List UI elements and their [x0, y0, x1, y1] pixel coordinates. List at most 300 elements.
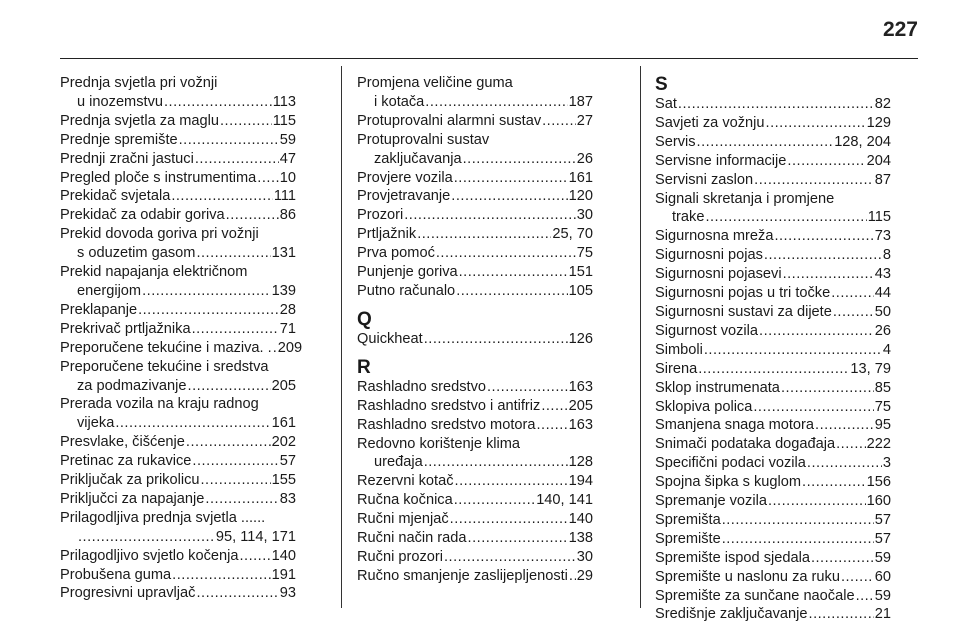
index-column-1: [60, 74, 303, 603]
index-entry: [357, 472, 593, 491]
index-page-ref[interactable]: 115: [867, 209, 891, 226]
index-entry: [655, 549, 891, 568]
index-entry-term: Priključci za napajanje: [60, 490, 205, 507]
index-page-ref[interactable]: 71: [279, 320, 296, 337]
dot-leader: [188, 377, 271, 396]
index-page-ref[interactable]: 156: [866, 474, 891, 491]
dot-leader: [454, 169, 568, 188]
dot-leader: [226, 206, 279, 225]
index-entry: [655, 322, 891, 341]
index-entry-line: [357, 529, 593, 548]
dot-leader: [201, 471, 271, 490]
dot-leader: [454, 491, 535, 510]
index-entry-line: [357, 397, 593, 416]
index-page-ref[interactable]: 205: [568, 397, 593, 414]
index-page-ref[interactable]: 30: [576, 207, 593, 224]
header-rule: [60, 58, 918, 59]
dot-leader: [444, 548, 576, 567]
index-entry-term: Prva pomoć: [357, 245, 435, 262]
dot-leader: [569, 567, 576, 586]
index-page-ref[interactable]: 26: [874, 322, 891, 339]
dot-leader: [764, 246, 882, 265]
index-entry-line: [60, 112, 296, 131]
index-entry-line: [357, 263, 593, 282]
index-page-ref[interactable]: 87: [874, 171, 891, 188]
index-entry-term: Rashladno sredstvo i antifriz: [357, 397, 541, 414]
index-page-ref[interactable]: 204: [866, 152, 891, 169]
index-page-ref[interactable]: 50: [874, 303, 891, 320]
index-entry: [60, 74, 296, 112]
index-entry-line: [655, 95, 891, 114]
index-entry: [655, 360, 891, 379]
index-entry: [357, 510, 593, 529]
index-page-ref[interactable]: 13, 79: [850, 360, 891, 377]
index-entry-term: Servis: [655, 133, 696, 150]
index-entry-line: [60, 339, 303, 358]
dot-leader: [205, 490, 278, 509]
index-entry-term: Prekidač za odabir goriva: [60, 207, 225, 224]
dot-leader: [196, 244, 270, 263]
index-page-ref[interactable]: 47: [279, 150, 296, 167]
index-page-ref[interactable]: 140: [271, 547, 296, 564]
dot-leader: [257, 169, 278, 188]
index-entry-term: Središnje zaključavanje: [655, 606, 808, 623]
dot-leader: [463, 150, 576, 169]
index-entry-line: [655, 398, 891, 417]
index-page-ref[interactable]: 59: [279, 131, 296, 148]
index-entry-line: [655, 587, 891, 606]
index-entry: [357, 435, 593, 473]
index-entry-term: Spremište: [655, 530, 721, 547]
index-page-ref[interactable]: 30: [576, 548, 593, 565]
index-entry: [60, 358, 296, 396]
index-entry-line: [655, 208, 891, 227]
dot-leader: [541, 397, 567, 416]
index-entry-line: [60, 414, 296, 433]
index-entry-term: Ručni prozori: [357, 548, 443, 565]
index-entry: [60, 471, 296, 490]
dot-leader: [836, 435, 866, 454]
index-entry-term: Sigurnost vozila: [655, 322, 759, 339]
index-page-ref[interactable]: 140: [568, 511, 593, 528]
index-page-ref[interactable]: 128: [568, 454, 593, 471]
index-entry: [655, 568, 891, 587]
index-entry-term: Quickheat: [357, 330, 423, 347]
index-page-ref[interactable]: 151: [568, 264, 593, 281]
index-page-ref[interactable]: 209: [277, 339, 303, 356]
index-entry: [357, 225, 593, 244]
index-entry-heading: Preporučene tekućine i sredstva: [60, 358, 269, 375]
index-entry-line: [60, 547, 296, 566]
index-entry-term: Probušena guma: [60, 566, 172, 583]
index-entry-line: [60, 433, 296, 452]
dot-leader: [754, 171, 874, 190]
index-entry-heading: Signali skretanja i promjene: [655, 190, 835, 207]
index-page-ref[interactable]: 128, 204: [834, 133, 891, 150]
index-entry-line: [357, 225, 593, 244]
index-entry-line: [655, 549, 891, 568]
dot-leader: [831, 284, 874, 303]
index-entry-term: Progresivni upravljač: [60, 585, 196, 602]
index-entry-term: Savjeti za vožnju: [655, 114, 765, 131]
index-entry-term: Prednja svjetla za maglu: [60, 112, 219, 129]
index-page-ref[interactable]: 57: [874, 511, 891, 528]
dot-leader: [450, 510, 568, 529]
index-entry-line: [655, 227, 891, 246]
index-entry-term: za podmazivanje: [77, 377, 187, 394]
dot-leader: [455, 472, 568, 491]
index-entry: [655, 227, 891, 246]
index-page-ref[interactable]: 25, 70: [552, 226, 593, 243]
dot-leader: [172, 566, 270, 585]
index-page-ref[interactable]: 138: [568, 530, 593, 547]
index-entry-line: [655, 473, 891, 492]
index-page-ref[interactable]: 95, 114, 171: [215, 528, 296, 545]
dot-leader: [417, 225, 551, 244]
index-page-ref[interactable]: 59: [874, 549, 891, 566]
dot-leader: [487, 378, 568, 397]
index-entry-term: Pregled ploče s instrumentima: [60, 169, 257, 186]
index-entry-heading: Promjena veličine guma: [357, 75, 513, 91]
index-entry-term: u inozemstvu: [77, 93, 163, 110]
index-entry-term: Prtljažnik: [357, 226, 417, 243]
index-page-ref[interactable]: 4: [882, 341, 891, 358]
index-entry-term: Spremišta: [655, 511, 721, 528]
index-entry: [655, 473, 891, 492]
index-entry-line: [357, 491, 593, 510]
index-page-ref[interactable]: 113: [272, 93, 296, 110]
index-entry-term: Prekrivač prtljažnika: [60, 320, 191, 337]
index-entry-term: Sklop instrumenata: [655, 379, 780, 396]
index-entry-line: [60, 93, 296, 112]
dot-leader: [704, 341, 882, 360]
dot-leader: [542, 112, 576, 131]
dot-leader: [451, 187, 567, 206]
index-entry-term: Prozori: [357, 207, 404, 224]
index-entry: [60, 547, 296, 566]
index-page-ref[interactable]: 163: [568, 378, 593, 395]
index-entry-line: [357, 548, 593, 567]
index-page-ref[interactable]: 194: [568, 473, 593, 490]
index-entry: [60, 169, 296, 188]
index-entry-heading: Protuprovalni sustav: [357, 131, 490, 148]
dot-leader: [841, 568, 874, 587]
index-entry-line: [357, 187, 593, 206]
index-entry-line: [60, 150, 296, 169]
dot-leader: [424, 330, 568, 349]
page-number: 227: [882, 18, 918, 41]
column-divider: [640, 66, 641, 608]
index-entry-term: Putno računalo: [357, 282, 456, 299]
index-entry-line: [357, 244, 593, 263]
index-entry-term: s oduzetim gasom: [77, 245, 196, 262]
index-entry-heading: Redovno korištenje klima: [357, 435, 521, 452]
dot-leader: [768, 492, 866, 511]
index-entry: [60, 509, 296, 547]
index-entry: [655, 416, 891, 435]
index-page-ref[interactable]: 111: [273, 188, 296, 205]
index-entry: [60, 490, 296, 509]
index-entry-line: [655, 416, 891, 435]
index-entry-term: Ručna kočnica: [357, 492, 453, 509]
dot-leader: [783, 265, 874, 284]
index-entry-term: Spremište u naslonu za ruku: [655, 568, 840, 585]
index-entry-line: [655, 454, 891, 473]
index-page-ref[interactable]: 60: [874, 568, 891, 585]
index-page-ref[interactable]: 93: [279, 585, 296, 602]
index-entry-heading: Prerada vozila na kraju radnog: [60, 396, 259, 413]
index-entry-line: [655, 360, 891, 379]
index-entry: [357, 187, 593, 206]
index-entry-term: Ručni mjenjač: [357, 511, 449, 528]
index-letter-heading: S: [655, 74, 668, 95]
index-page-ref[interactable]: 75: [576, 245, 593, 262]
index-entry-line: [655, 114, 891, 133]
index-letter-heading: Q: [357, 308, 372, 330]
index-entry: [357, 282, 593, 301]
index-page-ref[interactable]: 205: [271, 377, 296, 394]
index-entry: [357, 112, 593, 131]
index-page-ref[interactable]: 26: [576, 150, 593, 167]
index-entry-term: Ručni način rada: [357, 530, 467, 547]
index-entry-line: [655, 152, 891, 171]
index-page-ref[interactable]: 161: [271, 415, 296, 432]
index-page-ref[interactable]: 163: [568, 416, 593, 433]
index-entry-term: Preklapanje: [60, 301, 138, 318]
dot-leader: [697, 133, 834, 152]
index-page-ref[interactable]: 83: [279, 490, 296, 507]
index-page-ref[interactable]: 115: [272, 112, 296, 129]
index-page-ref[interactable]: 140, 141: [536, 492, 593, 509]
index-entry-line: [60, 471, 296, 490]
index-page-ref[interactable]: 187: [568, 93, 593, 110]
index-page-ref[interactable]: 222: [866, 436, 891, 453]
index-entry-term: Punjenje goriva: [357, 264, 458, 281]
index-entry: [655, 246, 891, 265]
index-entry-term: Sirena: [655, 360, 698, 377]
index-entry: [655, 435, 891, 454]
dot-leader: [179, 131, 279, 150]
index-entry: [60, 206, 296, 225]
dot-leader: [138, 301, 279, 320]
index-entry-term: uređaja: [374, 454, 423, 471]
index-entry-line: [655, 265, 891, 284]
index-entry-term: Prednje spremište: [60, 131, 178, 148]
index-page-ref[interactable]: 131: [271, 245, 296, 262]
index-entry-line: [60, 320, 296, 339]
dot-leader: [192, 452, 278, 471]
index-page-ref[interactable]: 57: [874, 530, 891, 547]
index-entry-term: Preporučene tekućine i maziva. .: [60, 339, 272, 356]
index-entry: [655, 379, 891, 398]
index-entry-term: Servisne informacije: [655, 152, 787, 169]
index-page-ref[interactable]: 129: [866, 114, 891, 131]
index-entry-term: Protuprovalni alarmni sustav: [357, 112, 542, 129]
dot-leader: [186, 433, 271, 452]
index-entry-line: [60, 301, 296, 320]
index-page-ref[interactable]: 29: [576, 567, 593, 584]
index-entry: [357, 263, 593, 282]
index-entry: [357, 529, 593, 548]
dot-leader: [273, 339, 277, 358]
index-page-ref[interactable]: 161: [568, 169, 593, 186]
dot-leader: [436, 244, 576, 263]
index-entry-line: [357, 416, 593, 435]
index-entry-line: [60, 490, 296, 509]
index-letter-heading: R: [357, 356, 371, 378]
dot-leader: [807, 454, 882, 473]
dot-leader: [78, 528, 215, 547]
index-page-ref[interactable]: 82: [874, 96, 891, 112]
dot-leader: [815, 416, 874, 435]
index-entry: [357, 416, 593, 435]
index-entry-term: Spremište ispod sjedala: [655, 549, 810, 566]
index-entry: [60, 452, 296, 471]
index-entry: [60, 301, 296, 320]
index-entry-term: vijeka: [77, 415, 115, 432]
dot-leader: [164, 93, 272, 112]
index-page-ref[interactable]: 3: [882, 455, 891, 472]
dot-leader: [192, 320, 279, 339]
dot-leader: [468, 529, 568, 548]
index-entry-line: [357, 510, 593, 529]
index-entry-line: [357, 378, 593, 397]
index-page-ref[interactable]: 191: [271, 566, 296, 583]
index-page-ref[interactable]: 202: [271, 434, 296, 451]
index-entry-term: Prilagodljivo svjetlo kočenja: [60, 547, 239, 564]
index-page-ref[interactable]: 21: [874, 606, 891, 623]
index-entry-line: [357, 150, 593, 169]
index-entry-term: Provjetravanje: [357, 188, 451, 205]
index-page-ref[interactable]: 75: [874, 398, 891, 415]
index-page-ref[interactable]: 95: [874, 417, 891, 434]
index-entry: [60, 320, 296, 339]
dot-leader: [753, 398, 873, 417]
index-page-ref[interactable]: 120: [568, 188, 593, 205]
index-entry: [60, 566, 296, 585]
index-page-ref[interactable]: 43: [874, 266, 891, 283]
dot-leader: [425, 93, 567, 112]
index-entry: [655, 587, 891, 606]
dot-leader: [722, 530, 874, 549]
index-entry: [357, 244, 593, 263]
index-entry-line: [60, 244, 296, 263]
dot-leader: [536, 416, 567, 435]
index-entry-term: Sigurnosni sustavi za dijete: [655, 303, 832, 320]
index-entry: [655, 341, 891, 360]
index-entry-line: [655, 133, 891, 152]
dot-leader: [833, 303, 874, 322]
dot-leader: [459, 263, 568, 282]
index-entry-line: [357, 330, 593, 349]
index-entry: [655, 284, 891, 303]
index-page-ref[interactable]: 126: [568, 330, 593, 347]
index-page-ref[interactable]: 28: [279, 301, 296, 318]
index-entry: [357, 74, 593, 112]
index-entry-line: [357, 169, 593, 188]
index-entry: [60, 395, 296, 433]
index-page-ref[interactable]: 8: [882, 247, 891, 264]
index-entry-term: Spojna šipka s kuglom: [655, 474, 802, 491]
index-entry-line: [60, 169, 296, 188]
index-page-ref[interactable]: 10: [279, 169, 296, 186]
index-entry-line: [357, 206, 593, 225]
index-page-ref[interactable]: 44: [874, 285, 891, 302]
index-entry-term: Sklopiva polica: [655, 398, 753, 415]
dot-leader: [809, 605, 874, 624]
index-entry: [357, 397, 593, 416]
index-page-ref[interactable]: 57: [279, 453, 296, 470]
dot-leader: [781, 379, 874, 398]
index-entry: [60, 339, 303, 358]
index-entry-line: [60, 377, 296, 396]
index-entry: [357, 330, 593, 349]
index-entry: [655, 265, 891, 284]
index-entry-line: [655, 341, 891, 360]
index-entry-line: [655, 322, 891, 341]
index-entry: [357, 491, 593, 510]
index-entry-term: Sigurnosna mreža: [655, 228, 774, 245]
index-entry-term: Sigurnosni pojas: [655, 247, 763, 264]
index-entry-term: Pretinac za rukavice: [60, 453, 192, 470]
index-page-ref[interactable]: 85: [874, 379, 891, 396]
dot-leader: [678, 95, 874, 114]
index-entry-line: [60, 566, 296, 585]
index-entry: [357, 567, 593, 586]
index-entry-line: [655, 435, 891, 454]
dot-leader: [856, 587, 874, 606]
index-entry-term: trake: [672, 209, 705, 226]
index-entry-term: Snimači podataka događaja: [655, 436, 836, 453]
index-entry-line: [655, 492, 891, 511]
index-entry-line: [655, 530, 891, 549]
index-entry-line: [60, 131, 296, 150]
index-entry-term: Smanjena snaga motora: [655, 417, 815, 434]
dot-leader: [802, 473, 866, 492]
index-page-ref[interactable]: 73: [874, 228, 891, 245]
index-entry-line: [357, 282, 593, 301]
index-entry-term: Sat: [655, 96, 677, 112]
index-entry-term: Simboli: [655, 341, 703, 358]
index-entry-term: Rashladno sredstvo: [357, 378, 486, 395]
index-page-ref[interactable]: 155: [271, 472, 296, 489]
index-page-ref[interactable]: 160: [866, 493, 891, 510]
index-page-ref[interactable]: 86: [279, 207, 296, 224]
index-page-ref[interactable]: 59: [874, 587, 891, 604]
dot-leader: [171, 187, 272, 206]
index-entry-heading: Prilagodljiva prednja svjetla ......: [60, 509, 266, 526]
index-page-ref[interactable]: 139: [271, 282, 296, 299]
index-entry-term: Rezervni kotač: [357, 473, 454, 490]
dot-leader: [766, 114, 866, 133]
dot-leader: [196, 584, 278, 603]
index-entry-term: Priključak za prikolicu: [60, 472, 200, 489]
index-entry-term: i kotača: [374, 93, 425, 110]
index-page-ref[interactable]: 105: [568, 282, 593, 299]
index-entry-line: [357, 567, 593, 586]
index-entry: [60, 131, 296, 150]
index-entry-heading: Prekid dovoda goriva pri vožnji: [60, 226, 259, 243]
index-entry: [655, 492, 891, 511]
index-page-ref[interactable]: 27: [576, 112, 593, 129]
index-entry: [60, 433, 296, 452]
dot-leader: [705, 208, 866, 227]
dot-leader: [811, 549, 874, 568]
index-entry: [357, 378, 593, 397]
index-entry: [60, 112, 296, 131]
index-entry-term: Prednji zračni jastuci: [60, 150, 194, 167]
index-entry: [655, 133, 891, 152]
